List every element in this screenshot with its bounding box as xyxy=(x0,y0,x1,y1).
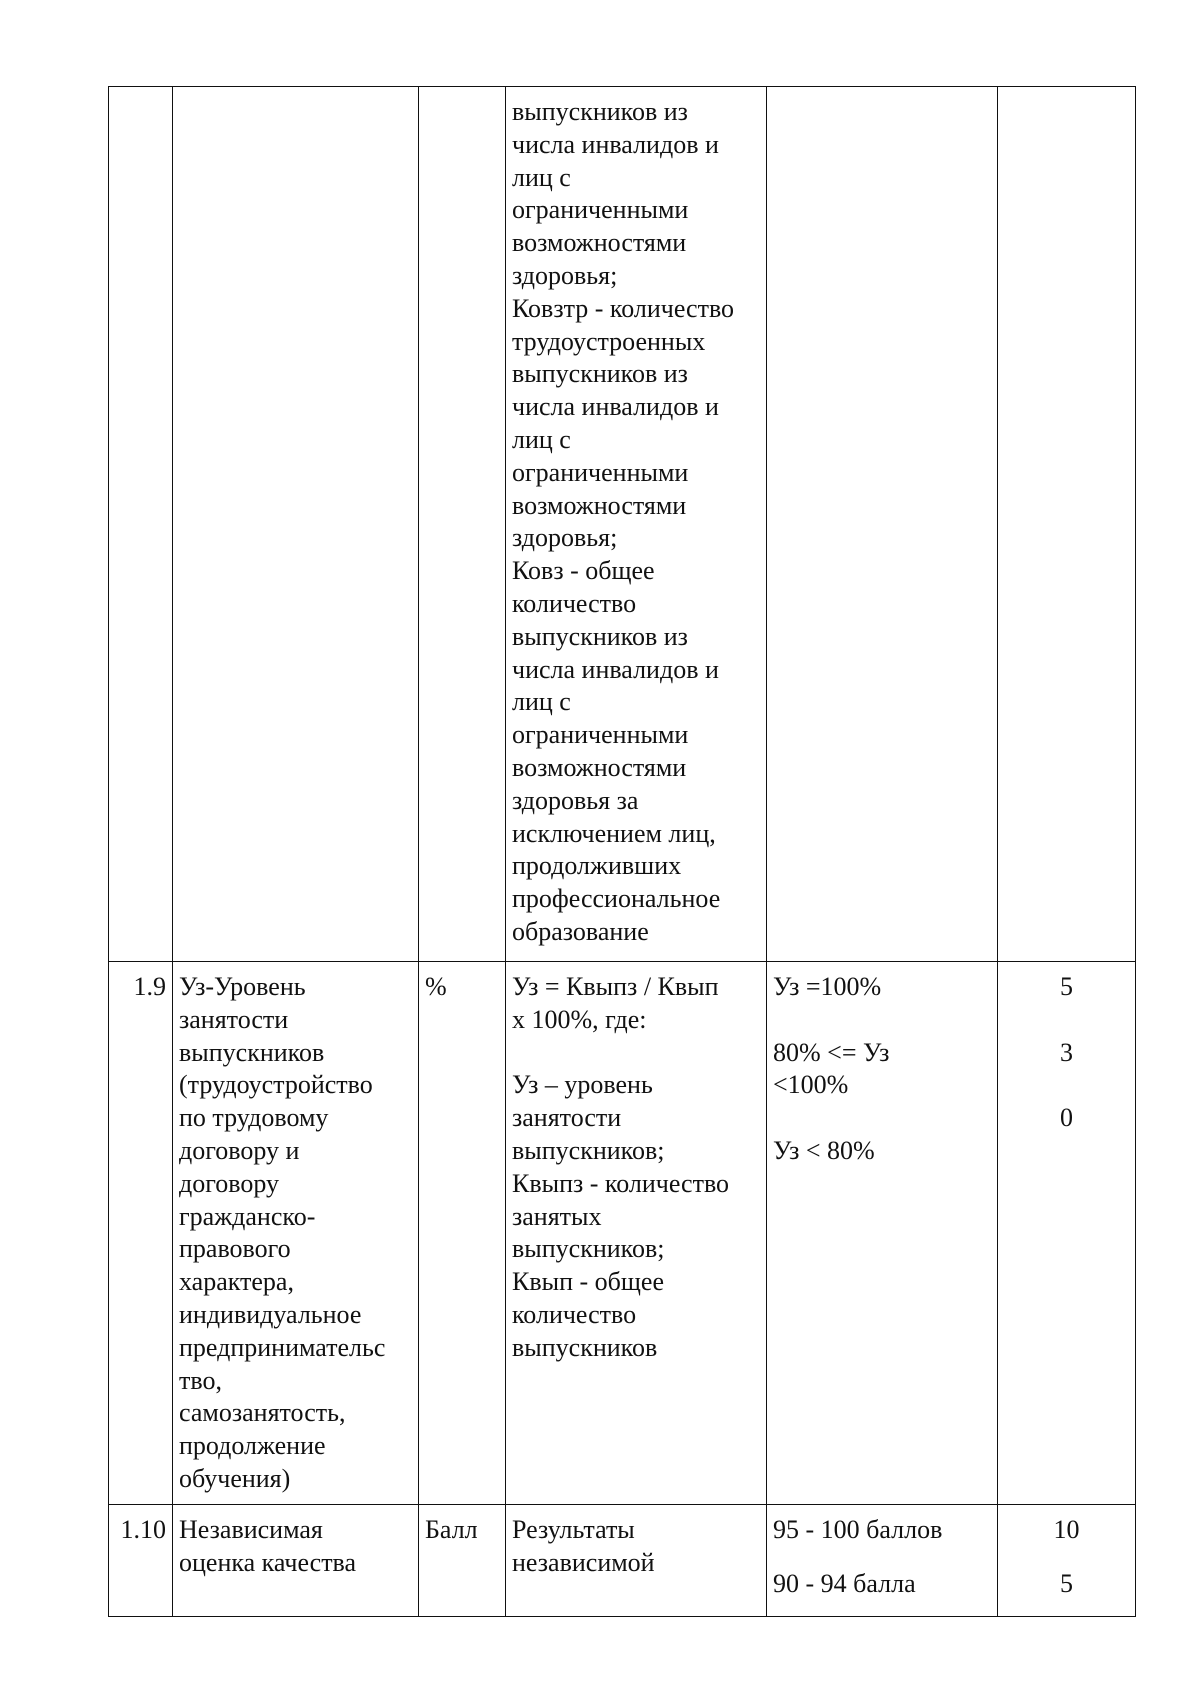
text-line: 5 xyxy=(1060,1568,1073,1598)
text-line: Уз – уровень xyxy=(512,1070,653,1100)
cell-number: 1.9 xyxy=(109,962,173,1505)
cell-criteria xyxy=(767,87,998,962)
text-line: индивидуальное xyxy=(179,1299,362,1329)
text-line: Ковз - общее xyxy=(512,556,655,586)
cell-unit xyxy=(419,87,506,962)
text-line: лиц с xyxy=(512,162,571,192)
text-line: <100% xyxy=(773,1070,849,1100)
blank-line xyxy=(773,1102,991,1135)
text-line: Уз < 80% xyxy=(773,1135,875,1165)
text-line: гражданско- xyxy=(179,1201,316,1231)
text-line: Ковзтр - количество xyxy=(512,293,735,323)
text-line: 95 - 100 баллов xyxy=(773,1515,943,1544)
text-line: количество xyxy=(512,588,637,618)
cell-points xyxy=(998,1505,1136,1617)
text-line: здоровья; xyxy=(512,523,618,553)
cell-criteria xyxy=(767,1505,998,1617)
cell-unit: Балл xyxy=(419,1505,506,1617)
text-line: профессиональное xyxy=(512,884,721,914)
text-line: Уз =100% xyxy=(773,972,882,1001)
text-line: Независимая xyxy=(179,1515,323,1544)
cell-unit: % xyxy=(419,962,506,1505)
cell-criteria xyxy=(767,962,998,1505)
text-line: выпускников из xyxy=(512,621,688,651)
text-line: Квыпз - количество xyxy=(512,1168,730,1198)
text-line: здоровья за xyxy=(512,785,639,815)
text-line: возможностями xyxy=(512,490,687,520)
text-line: 90 - 94 балла xyxy=(773,1568,916,1598)
text-line: 0 xyxy=(1060,1103,1073,1133)
text-line: 3 xyxy=(1060,1037,1073,1067)
text-line: возможностями xyxy=(512,228,687,258)
text-line: занятости xyxy=(512,1103,622,1133)
blank-line xyxy=(773,1004,991,1037)
cell-indicator xyxy=(173,87,419,962)
cell-formula xyxy=(506,962,767,1505)
text-line: ограниченными xyxy=(512,457,689,487)
text-line: предпринимательс xyxy=(179,1332,386,1362)
blank-line xyxy=(1004,1069,1129,1102)
text-line: выпускников из xyxy=(512,359,688,389)
text-line: продолжение xyxy=(179,1431,326,1461)
text-line: выпускников; xyxy=(512,1234,665,1264)
table-row xyxy=(109,962,1136,1505)
text-line: выпускников; xyxy=(512,1135,665,1165)
cell-indicator xyxy=(173,1505,419,1617)
text-line: числа инвалидов и xyxy=(512,654,719,684)
text-line: числа инвалидов и xyxy=(512,129,719,159)
criteria-table xyxy=(108,86,1136,1617)
text-line: х 100%, где: xyxy=(512,1004,647,1034)
cell-indicator xyxy=(173,962,419,1505)
text-line: по трудовому xyxy=(179,1103,329,1133)
text-line: правового xyxy=(179,1234,291,1264)
text-line: возможностями xyxy=(512,752,687,782)
text-line: количество xyxy=(512,1299,637,1329)
cell-points xyxy=(998,87,1136,962)
text-line: Уз-Уровень xyxy=(179,972,306,1001)
text-line: тво, xyxy=(179,1365,222,1395)
text-line: Уз = Квыпз / Квып xyxy=(512,972,719,1001)
text-line: самозанятость, xyxy=(179,1398,346,1428)
text-line: здоровья; xyxy=(512,260,618,290)
text-line: продолживших xyxy=(512,851,682,881)
text-line: ограниченными xyxy=(512,195,689,225)
text-line: выпускников xyxy=(512,1332,658,1362)
text-line: выпускников из xyxy=(512,97,688,126)
text-line: лиц с xyxy=(512,424,571,454)
cell-points xyxy=(998,962,1136,1505)
text-line: трудоустроенных xyxy=(512,326,706,356)
text-line: договору и xyxy=(179,1135,300,1165)
text-line: занятых xyxy=(512,1201,602,1231)
text-line: оценка качества xyxy=(179,1547,357,1577)
table-row xyxy=(109,1505,1136,1617)
blank-line xyxy=(1004,1004,1129,1037)
text-line: выпускников xyxy=(179,1037,325,1067)
cell-formula xyxy=(506,87,767,962)
text-line: 10 xyxy=(1053,1515,1080,1544)
text-line: 5 xyxy=(1060,972,1073,1001)
text-line: независимой xyxy=(512,1547,655,1577)
text-line: Результаты xyxy=(512,1515,635,1544)
text-line: образование xyxy=(512,916,649,946)
table-row xyxy=(109,87,1136,962)
text-line: лиц с xyxy=(512,687,571,717)
text-line: (трудоустройство xyxy=(179,1070,373,1100)
text-line: характера, xyxy=(179,1267,294,1297)
text-line: Квып - общее xyxy=(512,1267,664,1297)
text-line: ограниченными xyxy=(512,720,689,750)
cell-number: 1.10 xyxy=(109,1505,173,1617)
cell-number xyxy=(109,87,173,962)
text-line: числа инвалидов и xyxy=(512,392,719,422)
blank-line xyxy=(512,1037,760,1070)
text-line: договору xyxy=(179,1168,280,1198)
text-line: обучения) xyxy=(179,1463,291,1493)
cell-formula xyxy=(506,1505,767,1617)
text-line: исключением лиц, xyxy=(512,818,716,848)
text-line: 80% <= Уз xyxy=(773,1037,890,1067)
text-line: занятости xyxy=(179,1004,289,1034)
